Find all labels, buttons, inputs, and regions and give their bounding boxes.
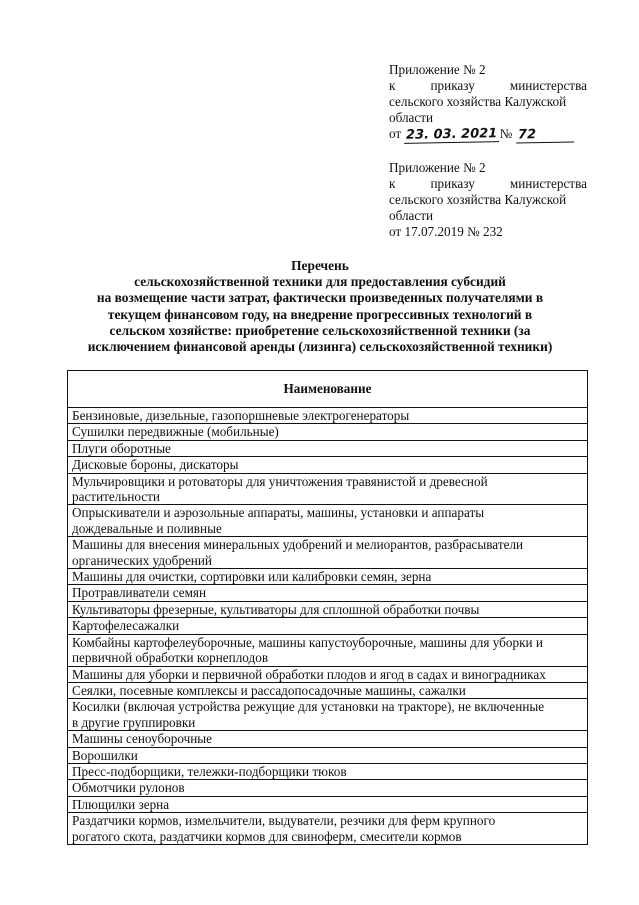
- appendix-previous-ministry: сельского хозяйства Калужской: [389, 192, 567, 207]
- table-row: [68, 424, 588, 440]
- table-cell-name: [68, 408, 588, 424]
- table-cell-name: [68, 618, 588, 634]
- cell-text-line: Культиваторы фрезерные, культиваторы для сплошной обработки почвы: [72, 601, 480, 617]
- table-cell-name: [68, 763, 588, 779]
- cell-text-line: Протравливатели семян: [72, 585, 207, 601]
- table-cell-name: [68, 699, 588, 731]
- table-row: [68, 666, 588, 682]
- table-cell-name: [68, 424, 588, 440]
- table-cell-name: [68, 747, 588, 763]
- table-row: [68, 731, 588, 747]
- table-row: [68, 747, 588, 763]
- table-row: [68, 763, 588, 779]
- table-row: [68, 618, 588, 634]
- table-row: [68, 682, 588, 698]
- column-header-name: Наименование: [68, 371, 588, 408]
- table-row: [68, 569, 588, 585]
- table-row: [68, 408, 588, 424]
- cell-text-line: Опрыскиватели и аэрозольные аппараты, машины, установки и аппараты: [72, 505, 485, 521]
- cell-text-line: Машины для внесения минеральных удобрений и мелиорантов, разбрасыватели: [72, 537, 524, 553]
- document-title-line: сельскохозяйственной техники для предоставления субсидий: [134, 274, 506, 290]
- cell-text-line: Ворошилки: [72, 747, 138, 763]
- table-row: [68, 473, 588, 505]
- handwritten-date: 23. 03. 2021: [404, 127, 500, 144]
- handwritten-number: 72: [516, 127, 574, 143]
- table-body: [68, 408, 588, 845]
- table-cell-name: [68, 796, 588, 812]
- cell-text-line: дождевальные и поливные: [72, 520, 222, 536]
- appendix-current-ministry: сельского хозяйства Калужской: [389, 94, 567, 109]
- table-row: [68, 813, 588, 845]
- table-header-row: [68, 371, 588, 408]
- order-word-order: приказу: [430, 78, 475, 93]
- table-cell-name: [68, 505, 588, 537]
- appendix-previous-order-line: [389, 176, 587, 192]
- cell-text-line: Сеялки, посевные комплексы и рассадопосадочные машины, сажалки: [72, 682, 466, 698]
- order-word-to: к: [389, 176, 396, 191]
- table-cell-name: [68, 457, 588, 473]
- table-cell-name: [68, 537, 588, 569]
- appendix-previous-title: Приложение № 2: [389, 160, 486, 175]
- table-row: [68, 601, 588, 617]
- cell-text-line: в другие группировки: [72, 714, 196, 730]
- table-cell-name: [68, 585, 588, 601]
- document-title-line: на возмещение части затрат, фактически произведенных получателями в: [96, 290, 544, 306]
- cell-text-line: Обмотчики рулонов: [72, 780, 185, 796]
- table-cell-name: [68, 731, 588, 747]
- table-row: [68, 699, 588, 731]
- table-cell-name: [68, 601, 588, 617]
- cell-text-line: Машины для уборки и первичной обработки плодов и ягод в садах и виноградниках: [72, 666, 546, 682]
- table-cell-name: [68, 473, 588, 505]
- cell-text-line: Плющилки зерна: [72, 796, 170, 812]
- cell-text-line: Бензиновые, дизельные, газопоршневые электрогенераторы: [72, 408, 410, 423]
- table-row: [68, 585, 588, 601]
- document-title-line: текущем финансовом году, на внедрение прогрессивных технологий в: [107, 306, 533, 322]
- table-cell-name: [68, 666, 588, 682]
- cell-text-line: Мульчировщики и ротоваторы для уничтожения травянистой и древесной: [72, 473, 488, 489]
- document-title-line: исключением финансовой аренды (лизинга) сельскохозяйственной техники): [87, 339, 553, 355]
- table-row: [68, 634, 588, 666]
- appendix-current-block: [389, 62, 587, 143]
- date-prefix: от: [389, 126, 402, 141]
- table-row: [68, 457, 588, 473]
- table-cell-name: [68, 569, 588, 585]
- appendix-previous-region: области: [389, 208, 434, 223]
- appendix-current-order-line: [389, 78, 587, 94]
- table-row: [68, 796, 588, 812]
- cell-text-line: Раздатчики кормов, измельчители, выдуватели, резчики для ферм крупного: [72, 813, 496, 829]
- cell-text-line: Пресс-подборщики, тележки-подборщики тюков: [72, 763, 347, 779]
- table-row: [68, 505, 588, 537]
- appendix-current-title: Приложение № 2: [389, 62, 486, 77]
- cell-text-line: первичной обработки корнеплодов: [72, 650, 269, 666]
- cell-text-line: Сушилки передвижные (мобильные): [72, 424, 279, 440]
- cell-text-line: Машины для очистки, сортировки или калибровки семян, зерна: [72, 569, 432, 585]
- cell-text-line: органических удобрений: [72, 552, 212, 568]
- appendix-previous-date-line: от 17.07.2019 № 232: [389, 224, 503, 239]
- cell-text-line: Косилки (включая устройства режущие для установки на тракторе), не включенные: [72, 699, 545, 715]
- order-word-order: приказу: [430, 176, 475, 191]
- appendix-current-date-line: [389, 126, 587, 143]
- cell-text-line: Машины сеноуборочные: [72, 731, 212, 747]
- table-cell-name: [68, 440, 588, 456]
- table-cell-name: [68, 634, 588, 666]
- number-prefix: №: [499, 126, 513, 141]
- order-word-ministry: министерства: [509, 78, 587, 93]
- order-word-ministry: министерства: [509, 176, 587, 191]
- document-heading: Перечень: [291, 258, 349, 273]
- table-row: [68, 440, 588, 456]
- table-row: [68, 780, 588, 796]
- table-row: [68, 537, 588, 569]
- cell-text-line: Плуги оборотные: [72, 440, 171, 456]
- cell-text-line: Картофелесажалки: [72, 618, 180, 634]
- cell-text-line: Дисковые бороны, дискаторы: [72, 457, 239, 473]
- order-word-to: к: [389, 78, 396, 93]
- table-cell-name: [68, 780, 588, 796]
- cell-text-line: Комбайны картофелеуборочные, машины капустоуборочные, машины для уборки и: [72, 634, 543, 650]
- cell-text-line: рогатого скота, раздатчики кормов для свиноферм, смесители кормов: [72, 828, 462, 844]
- equipment-table: [67, 370, 588, 845]
- document-title: [60, 258, 580, 355]
- document-title-line: сельском хозяйстве: приобретение сельскохозяйственной техники (за: [109, 322, 531, 338]
- cell-text-line: растительности: [72, 489, 160, 505]
- table-cell-name: [68, 813, 588, 845]
- table-cell-name: [68, 682, 588, 698]
- appendix-current-region: области: [389, 110, 434, 125]
- appendix-previous-block: [389, 160, 587, 240]
